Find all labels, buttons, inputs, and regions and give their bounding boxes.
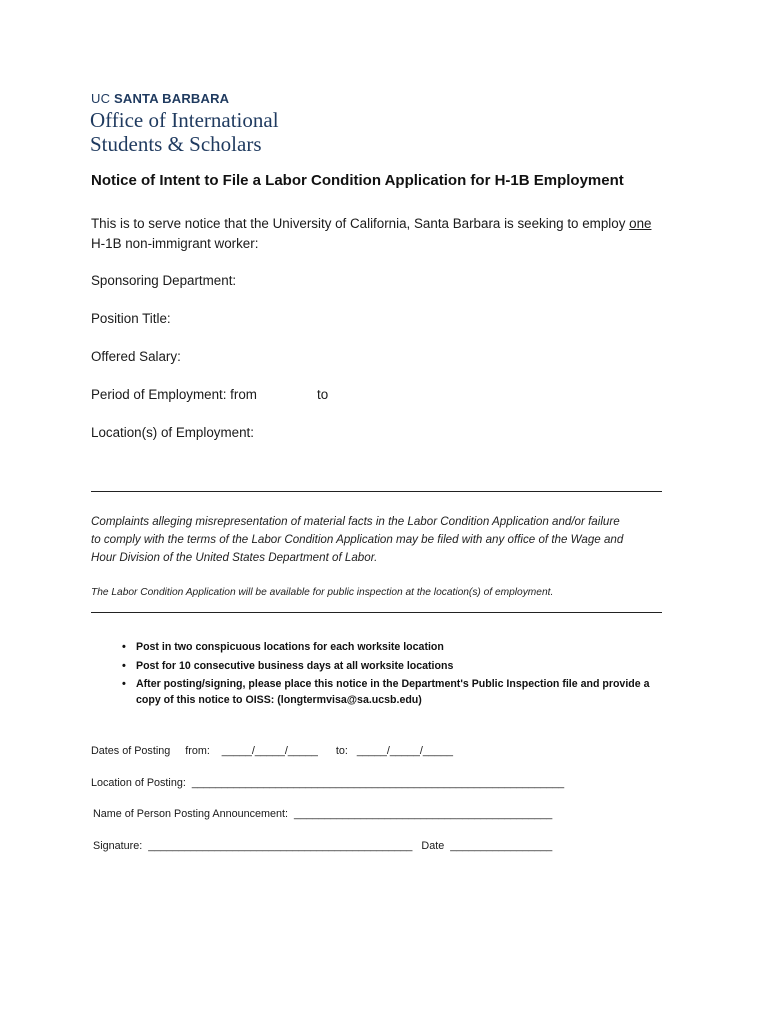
logo-uc-prefix: UC	[91, 91, 114, 106]
office-name-line2: Students & Scholars	[90, 132, 262, 156]
position-title-label: Position Title:	[91, 311, 171, 326]
intro-underlined-count: one	[629, 216, 652, 231]
uc-santa-barbara-logo	[91, 91, 229, 106]
dates-of-posting-line: Dates of Posting from: _____/_____/_____ to: _____/_____/_____	[91, 745, 453, 757]
complaints-line-2: to comply with the terms of the Labor Condition Application may be filed with any office of the Wage and	[91, 533, 624, 546]
posting-instructions-list	[122, 639, 649, 711]
bullet-text: Post for 10 consecutive business days at all worksite locations	[136, 659, 454, 672]
locations-of-employment-label: Location(s) of Employment:	[91, 425, 254, 440]
bullet-text: Post in two conspicuous locations for each worksite location	[136, 641, 444, 653]
logo-uc-name: SANTA BARBARA	[114, 91, 230, 106]
bullet-text: copy of this notice to OISS: (longtermvisa@sa.ucsb.edu)	[136, 694, 422, 706]
intro-text: This is to serve notice that the University of California, Santa Barbara is seeking to employ	[91, 216, 630, 231]
bullet-text: After posting/signing, please place this notice in the Department's Public Inspection file and provide a	[136, 678, 650, 690]
document-title: Notice of Intent to File a Labor Condition Application for H-1B Employment	[91, 172, 624, 189]
divider-bottom	[91, 612, 662, 613]
bullet-icon: •	[122, 641, 126, 653]
list-item-continuation	[122, 692, 649, 708]
person-posting-line: Name of Person Posting Announcement: ___________________________________________	[93, 808, 553, 820]
list-item	[122, 639, 649, 655]
complaints-line-1: Complaints alleging misrepresentation of material facts in the Labor Condition Application and/or failure	[91, 515, 620, 528]
sponsoring-department-label: Sponsoring Department:	[91, 273, 237, 288]
intro-line-2: H-1B non-immigrant worker:	[91, 236, 259, 251]
period-of-employment-label: Period of Employment: from	[91, 387, 257, 402]
complaints-line-3: Hour Division of the United States Department of Labor.	[91, 551, 378, 564]
divider-top	[91, 491, 662, 492]
location-of-posting-line: Location of Posting: ______________________________________________________________	[91, 777, 565, 789]
office-name-line1: Office of International	[90, 108, 279, 132]
public-inspection-note: The Labor Condition Application will be available for public inspection at the location(s) of employment.	[91, 587, 554, 598]
list-item	[122, 658, 649, 674]
signature-date-line: Signature: ____________________________________________ Date _________________	[93, 840, 553, 852]
list-item	[122, 676, 649, 692]
period-to-label: to	[317, 387, 329, 402]
office-name	[90, 108, 279, 156]
intro-line-1	[91, 216, 651, 231]
offered-salary-label: Offered Salary:	[91, 349, 181, 364]
bullet-icon: •	[122, 678, 126, 690]
bullet-icon: •	[122, 659, 126, 672]
